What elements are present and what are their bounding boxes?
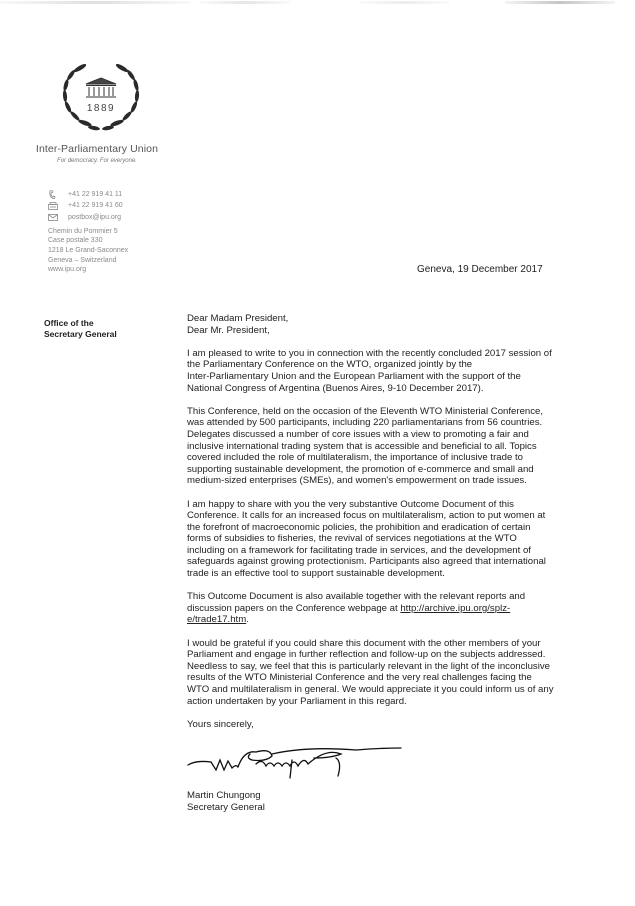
text-line: Inter-Parliamentary Union and the European Parliament with the support of the bbox=[187, 370, 521, 382]
laurel-wreath-icon bbox=[58, 58, 144, 134]
conference-webpage-link[interactable]: http://archive.ipu.org/splz- bbox=[400, 602, 511, 614]
text-line: Delegates discussed a number of core issues with a view to promoting a fair and bbox=[187, 428, 529, 440]
mail-icon bbox=[48, 214, 68, 221]
address-line: Chemin du Pommier 5 bbox=[48, 227, 118, 235]
fax-number: +41 22 919 41 60 bbox=[68, 202, 123, 210]
letter-body bbox=[187, 313, 607, 742]
text-line: WTO and multilateralism in general. We would appreciate it you could inform us of any bbox=[187, 684, 554, 695]
text-line: inclusive international trading system that is accessible and beneficial to all. Topics bbox=[187, 440, 537, 452]
email-address[interactable]: postbox@ipu.org bbox=[68, 213, 122, 221]
office-line: Secretary General bbox=[44, 329, 117, 339]
text-line: trade is an effective tool to support sustainable development. bbox=[187, 568, 445, 580]
text-line: supporting sustainable development, the promotion of e-commerce and small and bbox=[187, 463, 534, 475]
fax-icon bbox=[48, 202, 68, 210]
salutation-line: Dear Mr. President, bbox=[187, 324, 270, 336]
contact-block bbox=[48, 189, 128, 275]
office-line: Office of the bbox=[44, 318, 94, 328]
paragraph-webpage bbox=[187, 591, 607, 626]
text-line: Parliament and engage in further reflection and follow-up on the subjects addressed. bbox=[187, 649, 546, 661]
contact-phone bbox=[48, 189, 128, 200]
conference-webpage-link-cont[interactable]: e/trade17.htm bbox=[187, 614, 247, 626]
salutation bbox=[187, 313, 607, 336]
text-line: I am happy to share with you the very substantive Outcome Document of this bbox=[187, 498, 514, 510]
paragraph-intro bbox=[187, 348, 607, 394]
text-line: medium-sized enterprises (SMEs), and women's empowerment on trade issues. bbox=[187, 475, 527, 487]
text-line: Conference. It calls for an increased focus on multilateralism, action to put women at bbox=[187, 510, 546, 522]
signer-block bbox=[187, 790, 265, 814]
text-line: This Outcome Document is also available together with the relevant reports and bbox=[187, 591, 526, 603]
contact-email bbox=[48, 212, 128, 223]
text-line: results of the WTO Ministerial Conference and the very real challenges facing the bbox=[187, 672, 532, 684]
address-line: Geneva – Switzerland bbox=[48, 256, 117, 264]
temple-icon bbox=[86, 78, 116, 97]
paragraph-conference bbox=[187, 406, 607, 487]
organization-motto: For democracy. For everyone. bbox=[57, 158, 137, 164]
text-line: the forefront of macroeconomic policies, the prohibition and eradication of certain bbox=[187, 521, 531, 533]
ipu-logo bbox=[58, 58, 144, 134]
signer-title: Secretary General bbox=[187, 802, 265, 813]
link-prefix: discussion papers on the Conference webpage at bbox=[187, 602, 401, 614]
signature bbox=[186, 740, 406, 780]
text-line: I would be grateful if you could share this document with the other members of your bbox=[187, 637, 541, 649]
contact-fax bbox=[48, 200, 128, 211]
letter-date: Geneva, 19 December 2017 bbox=[417, 264, 543, 275]
website-link[interactable]: www.ipu.org bbox=[48, 266, 87, 274]
link-suffix: . bbox=[246, 614, 249, 626]
closing bbox=[187, 719, 607, 731]
salutation-line: Dear Madam President, bbox=[187, 313, 289, 324]
logo-year: 1889 bbox=[86, 103, 116, 114]
paragraph-outcome bbox=[187, 499, 607, 580]
address-line: 1218 Le Grand-Saconnex bbox=[48, 247, 129, 255]
text-line: action undertaken by your Parliament in this regard. bbox=[187, 695, 407, 707]
text-line: the Parliamentary Conference on the WTO, organized jointly by the bbox=[187, 359, 473, 371]
signer-name: Martin Chungong bbox=[187, 790, 261, 801]
closing-line: Yours sincerely, bbox=[187, 718, 254, 730]
organization-name: Inter-Parliamentary Union bbox=[35, 143, 159, 155]
paragraph-request bbox=[187, 638, 607, 708]
text-line: including on a framework for facilitating trade in services, and the development of bbox=[187, 544, 531, 556]
text-line: National Congress of Argentina (Buenos Aires, 9-10 December 2017). bbox=[187, 382, 484, 394]
text-line: This Conference, held on the occasion of the Eleventh WTO Ministerial Conference, bbox=[187, 405, 544, 417]
text-line: Needless to say, we feel that this is particularly relevant in the light of the inconclusive bbox=[187, 660, 550, 672]
text-line: I am pleased to write to you in connection with the recently concluded 2017 session of bbox=[187, 347, 552, 359]
scan-edge-top bbox=[0, 0, 636, 4]
text-line bbox=[187, 603, 607, 615]
handwritten-signature-icon bbox=[186, 740, 406, 780]
postal-address bbox=[48, 227, 128, 275]
phone-number: +41 22 919 41 11 bbox=[68, 191, 123, 198]
address-line: Case postale 330 bbox=[48, 237, 103, 245]
phone-icon bbox=[48, 190, 68, 199]
text-line: safeguards against growing protectionism. Participants also agreed that international bbox=[187, 556, 546, 568]
text-line: was attended by 500 participants, including 220 parliamentarians from 56 countries. bbox=[187, 417, 543, 429]
text-line: covered included the role of multilateralism, the importance of inclusive trade to bbox=[187, 452, 523, 464]
office-label bbox=[44, 318, 117, 340]
text-line: forms of subsidies to fisheries, the revival of services negotiations at the WTO bbox=[187, 533, 517, 545]
text-line bbox=[187, 614, 607, 626]
